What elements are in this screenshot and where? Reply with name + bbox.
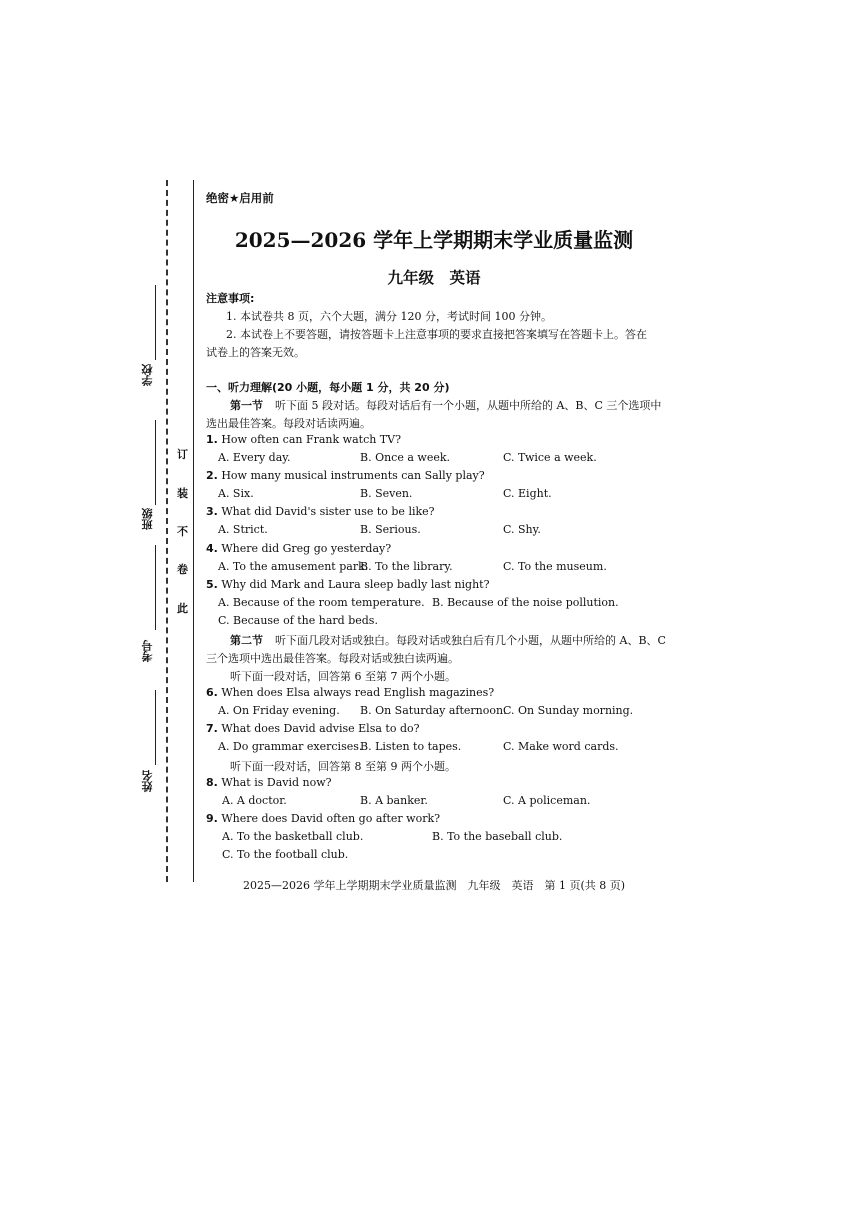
q5-option-b: B. Because of the noise pollution. bbox=[432, 596, 619, 609]
name-field-line bbox=[155, 690, 156, 765]
class-field-line bbox=[155, 420, 156, 505]
q7-option-c: C. Make word cards. bbox=[503, 740, 619, 753]
notes-heading: 注意事项: bbox=[206, 292, 255, 305]
q4-option-a: A. To the amusement park. bbox=[218, 560, 369, 573]
q9-option-c: C. To the football club. bbox=[222, 848, 349, 861]
part1-label: 第一节 bbox=[230, 399, 263, 412]
q9-option-b: B. To the baseball club. bbox=[432, 830, 563, 843]
part2-instruction-line2: 三个选项中选出最佳答案。每段对话或独白读两遍。 bbox=[206, 652, 459, 665]
q3-option-a: A. Strict. bbox=[218, 523, 268, 536]
question-5: 5. Why did Mark and Laura sleep badly last night? bbox=[206, 578, 490, 591]
q3-option-c: C. Shy. bbox=[503, 523, 541, 536]
part1-instruction-line2: 选出最佳答案。每段对话读两遍。 bbox=[206, 417, 371, 430]
q4-option-c: C. To the museum. bbox=[503, 560, 607, 573]
notes-item-2-continued: 试卷上的答案无效。 bbox=[206, 346, 305, 359]
q1-option-a: A. Every day. bbox=[218, 451, 291, 464]
name-field-label: 姓名 bbox=[141, 770, 154, 792]
confidential-mark: 绝密★启用前 bbox=[206, 191, 274, 205]
q2-option-c: C. Eight. bbox=[503, 487, 552, 500]
q1-option-c: C. Twice a week. bbox=[503, 451, 597, 464]
exam-title: 2025—2026 学年上学期期末学业质量监测 bbox=[234, 228, 634, 252]
notes-item-1: 1. 本试卷共 8 页，六个大题，满分 120 分，考试时间 100 分钟。 bbox=[226, 310, 552, 323]
sub-instruction-6-7: 听下面一段对话，回答第 6 至第 7 两个小题。 bbox=[230, 670, 456, 683]
seal-char-2: 装 bbox=[177, 487, 188, 500]
q3-option-b: B. Serious. bbox=[360, 523, 421, 536]
q8-option-b: B. A banker. bbox=[360, 794, 428, 807]
exam-number-field-line bbox=[155, 545, 156, 630]
question-9: 9. Where does David often go after work? bbox=[206, 812, 441, 825]
question-4: 4. Where did Greg go yesterday? bbox=[206, 542, 392, 555]
q6-option-b: B. On Saturday afternoon. bbox=[360, 704, 507, 717]
school-field-line bbox=[155, 285, 156, 360]
q6-option-c: C. On Sunday morning. bbox=[503, 704, 634, 717]
q7-option-a: A. Do grammar exercises. bbox=[218, 740, 363, 753]
school-field-label: 学校 bbox=[141, 364, 154, 386]
part2-instruction-line1: 听下面几段对话或独白。每段对话或独白后有几个小题，从题中所给的 A、B、C bbox=[275, 634, 666, 647]
page-footer: 2025—2026 学年上学期期末学业质量监测 九年级 英语 第 1 页(共 8 页) bbox=[242, 879, 626, 892]
question-2: 2. How many musical instruments can Sally play? bbox=[206, 469, 485, 482]
q2-option-a: A. Six. bbox=[218, 487, 254, 500]
part2-label: 第二节 bbox=[230, 634, 263, 647]
q5-option-c: C. Because of the hard beds. bbox=[218, 614, 378, 627]
q7-option-b: B. Listen to tapes. bbox=[360, 740, 462, 753]
question-1: 1. How often can Frank watch TV? bbox=[206, 433, 401, 446]
q8-option-a: A. A doctor. bbox=[222, 794, 287, 807]
question-6: 6. When does Elsa always read English magazines? bbox=[206, 686, 495, 699]
seal-char-4: 卷 bbox=[177, 563, 188, 576]
notes-item-2: 2. 本试卷上不要答题，请按答题卡上注意事项的要求直接把答案填写在答题卡上。答在 bbox=[226, 328, 647, 341]
q6-option-a: A. On Friday evening. bbox=[218, 704, 340, 717]
q1-option-b: B. Once a week. bbox=[360, 451, 450, 464]
seal-char-5: 此 bbox=[177, 602, 188, 615]
question-8: 8. What is David now? bbox=[206, 776, 332, 789]
q4-option-b: B. To the library. bbox=[360, 560, 453, 573]
exam-subtitle: 九年级 英语 bbox=[387, 268, 481, 287]
sub-instruction-8-9: 听下面一段对话，回答第 8 至第 9 两个小题。 bbox=[230, 760, 456, 773]
q8-option-c: C. A policeman. bbox=[503, 794, 591, 807]
seal-char-3: 不 bbox=[177, 525, 188, 538]
class-field-label: 班级 bbox=[141, 508, 154, 530]
part1-instruction-line1: 听下面 5 段对话。每段对话后有一个小题，从题中所给的 A、B、C 三个选项中 bbox=[275, 399, 662, 412]
question-7: 7. What does David advise Elsa to do? bbox=[206, 722, 420, 735]
q9-option-a: A. To the basketball club. bbox=[222, 830, 364, 843]
question-3: 3. What did David's sister use to be like? bbox=[206, 505, 435, 518]
section-heading: 一、听力理解(20 小题，每小题 1 分，共 20 分) bbox=[206, 381, 450, 394]
q2-option-b: B. Seven. bbox=[360, 487, 413, 500]
seal-char-1: 订 bbox=[177, 448, 188, 461]
exam-number-field-label: 考号 bbox=[141, 640, 154, 662]
q5-option-a: A. Because of the room temperature. bbox=[218, 596, 425, 609]
